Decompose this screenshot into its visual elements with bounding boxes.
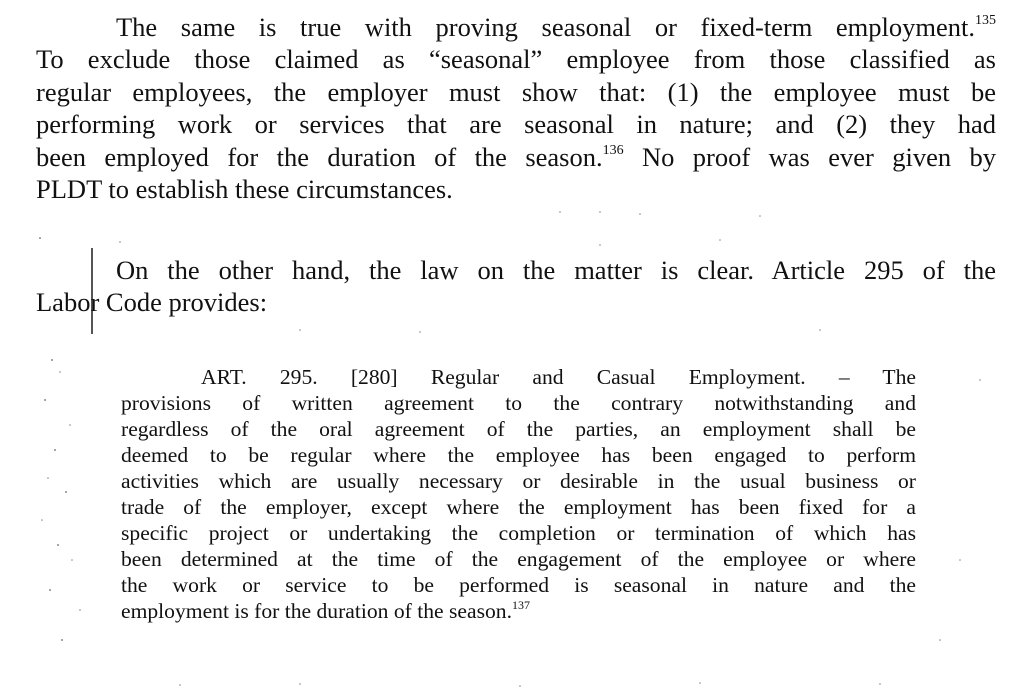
text-line-content: The same is true with proving seasonal or fixed-term employment. xyxy=(116,12,975,42)
quote-line: provisions of written agreement to the contrary notwithstanding and xyxy=(121,391,916,415)
paragraph-labor-code-intro xyxy=(36,254,996,319)
text-line xyxy=(36,141,996,173)
text-line-content: No proof was ever given by xyxy=(623,141,996,172)
quote-line: regardless of the oral agreement of the parties, an employment shall be xyxy=(121,417,916,441)
text-line: regular employees, the employer must show that: (1) the employee must be xyxy=(36,76,996,107)
text-line: Labor Code provides: xyxy=(36,287,268,318)
quote-line: deemed to be regular where the employee has been engaged to perform xyxy=(121,443,916,467)
quote-line: ART. 295. [280] Regular and Casual Employment. – The xyxy=(201,365,916,389)
text-line xyxy=(36,11,996,43)
text-line: To exclude those claimed as “seasonal” employee from those classified as xyxy=(36,44,996,75)
quote-line: been determined at the time of the engagement of the employee or where xyxy=(121,547,916,571)
footnote-ref-137: 137 xyxy=(512,597,530,612)
text-line: PLDT to establish these circumstances. xyxy=(36,173,453,204)
footnote-ref-136: 136 xyxy=(602,142,624,158)
quote-line-content: employment is for the duration of the season. xyxy=(121,599,512,623)
footnote-ref-135: 135 xyxy=(975,13,996,29)
block-quote-article-295 xyxy=(121,364,916,624)
quote-line: the work or service to be performed is seasonal in nature and the xyxy=(121,573,916,597)
text-line-content: been employed for the duration of the season. xyxy=(36,141,603,172)
paragraph-seasonal-employment xyxy=(36,11,996,205)
text-line: On the other hand, the law on the matter is clear. Article 295 of the xyxy=(116,255,996,285)
quote-line xyxy=(121,598,916,624)
text-line: performing work or services that are seasonal in nature; and (2) they had xyxy=(36,109,996,140)
quote-line: activities which are usually necessary or desirable in the usual business or xyxy=(121,469,916,493)
quote-line: trade of the employer, except where the employment has been fixed for a xyxy=(121,495,916,519)
quote-line: specific project or undertaking the completion or termination of which has xyxy=(121,521,916,545)
